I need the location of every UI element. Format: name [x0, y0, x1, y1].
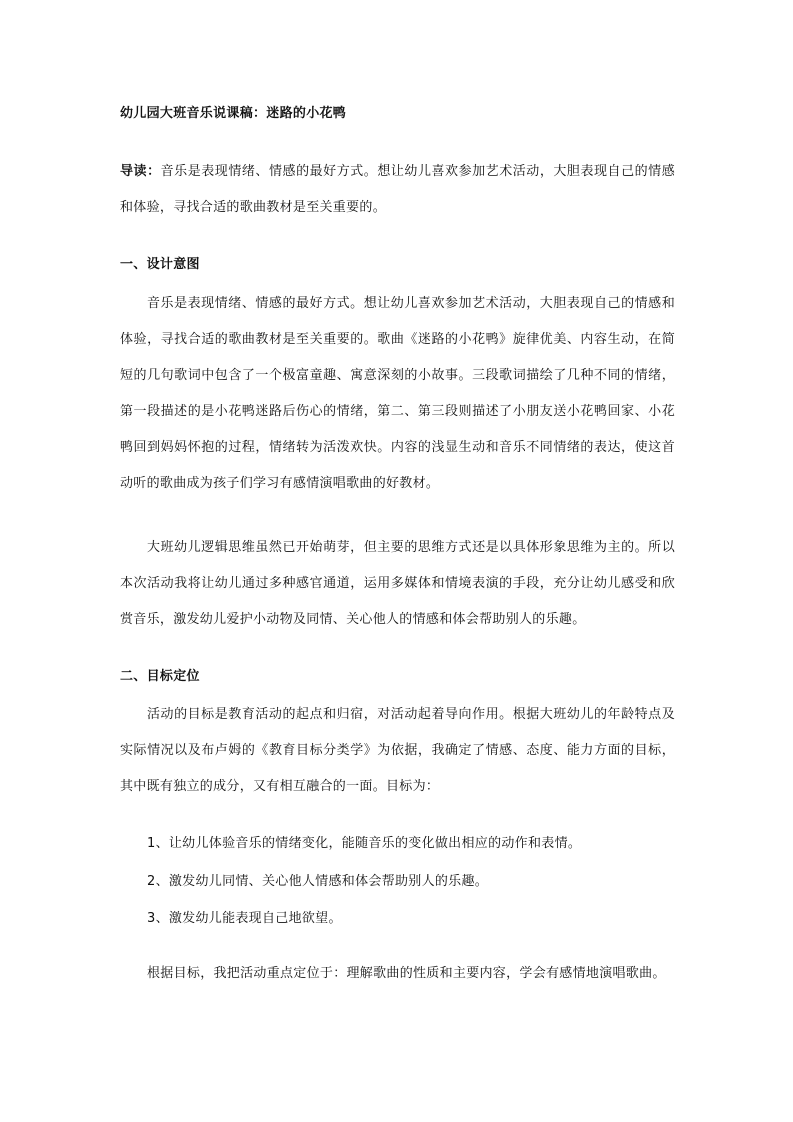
section1-paragraph-2: 大班幼儿逻辑思维虽然已开始萌芽，但主要的思维方式还是以具体形象思维为主的。所以本次活动我将让幼儿通过多种感官通道，运用多媒体和情境表演的手段，充分让幼儿感受和欣赏音乐，激发幼儿爱护小动物及同情、关心他人的情感和体会帮助别人的乐趣。: [120, 540, 675, 627]
section1-paragraph-1: 音乐是表现情绪、情感的最好方式。想让幼儿喜欢参加艺术活动，大胆表现自己的情感和体验，寻找合适的歌曲教材是至关重要的。歌曲《迷路的小花鸭》旋律优美、内容生动，在简短的几句歌词中包含了一个极富童趣、寓意深刻的小故事。三段歌词描绘了几种不同的情绪，第一段描述的是小花鸭迷路后伤心的情绪，第二、第三段则描述了小朋友送小花鸭回家、小花鸭回到妈妈怀抱的过程，情绪转为活泼欢快。内容的浅显生动和音乐不同情绪的表达，使这首动听的歌曲成为孩子们学习有感情演唱歌曲的好教材。: [120, 296, 675, 491]
intro-paragraph: [120, 154, 675, 226]
section2-paragraph-2: 根据目标，我把活动重点定位于：理解歌曲的性质和主要内容，学会有感情地演唱歌曲。: [147, 966, 666, 981]
section2-paragraph-1: 活动的目标是教育活动的起点和归宿，对活动起着导向作用。根据大班幼儿的年龄特点及实际情况以及布卢姆的《教育目标分类学》为依据，我确定了情感、态度、能力方面的目标，其中既有独立的成分，又有相互融合的一面。目标为：: [120, 707, 675, 794]
section2-heading: 二、目标定位: [120, 669, 200, 684]
goal-item-2: 2、激发幼儿同情、关心他人情感和体会帮助别人的乐趣。: [147, 874, 489, 889]
intro-label: 导读：: [120, 164, 161, 179]
intro-text: 音乐是表现情绪、情感的最好方式。想让幼儿喜欢参加艺术活动，大胆表现自己的情感和体验，寻找合适的歌曲教材是至关重要的。: [120, 164, 676, 215]
section1-heading: 一、设计意图: [120, 257, 200, 272]
document-title: 幼儿园大班音乐说课稿：迷路的小花鸭: [120, 106, 347, 121]
goal-item-1: 1、让幼儿体验音乐的情绪变化，能随音乐的变化做出相应的动作和表情。: [147, 836, 582, 851]
goal-item-3: 3、激发幼儿能表现自己地欲望。: [147, 911, 342, 926]
